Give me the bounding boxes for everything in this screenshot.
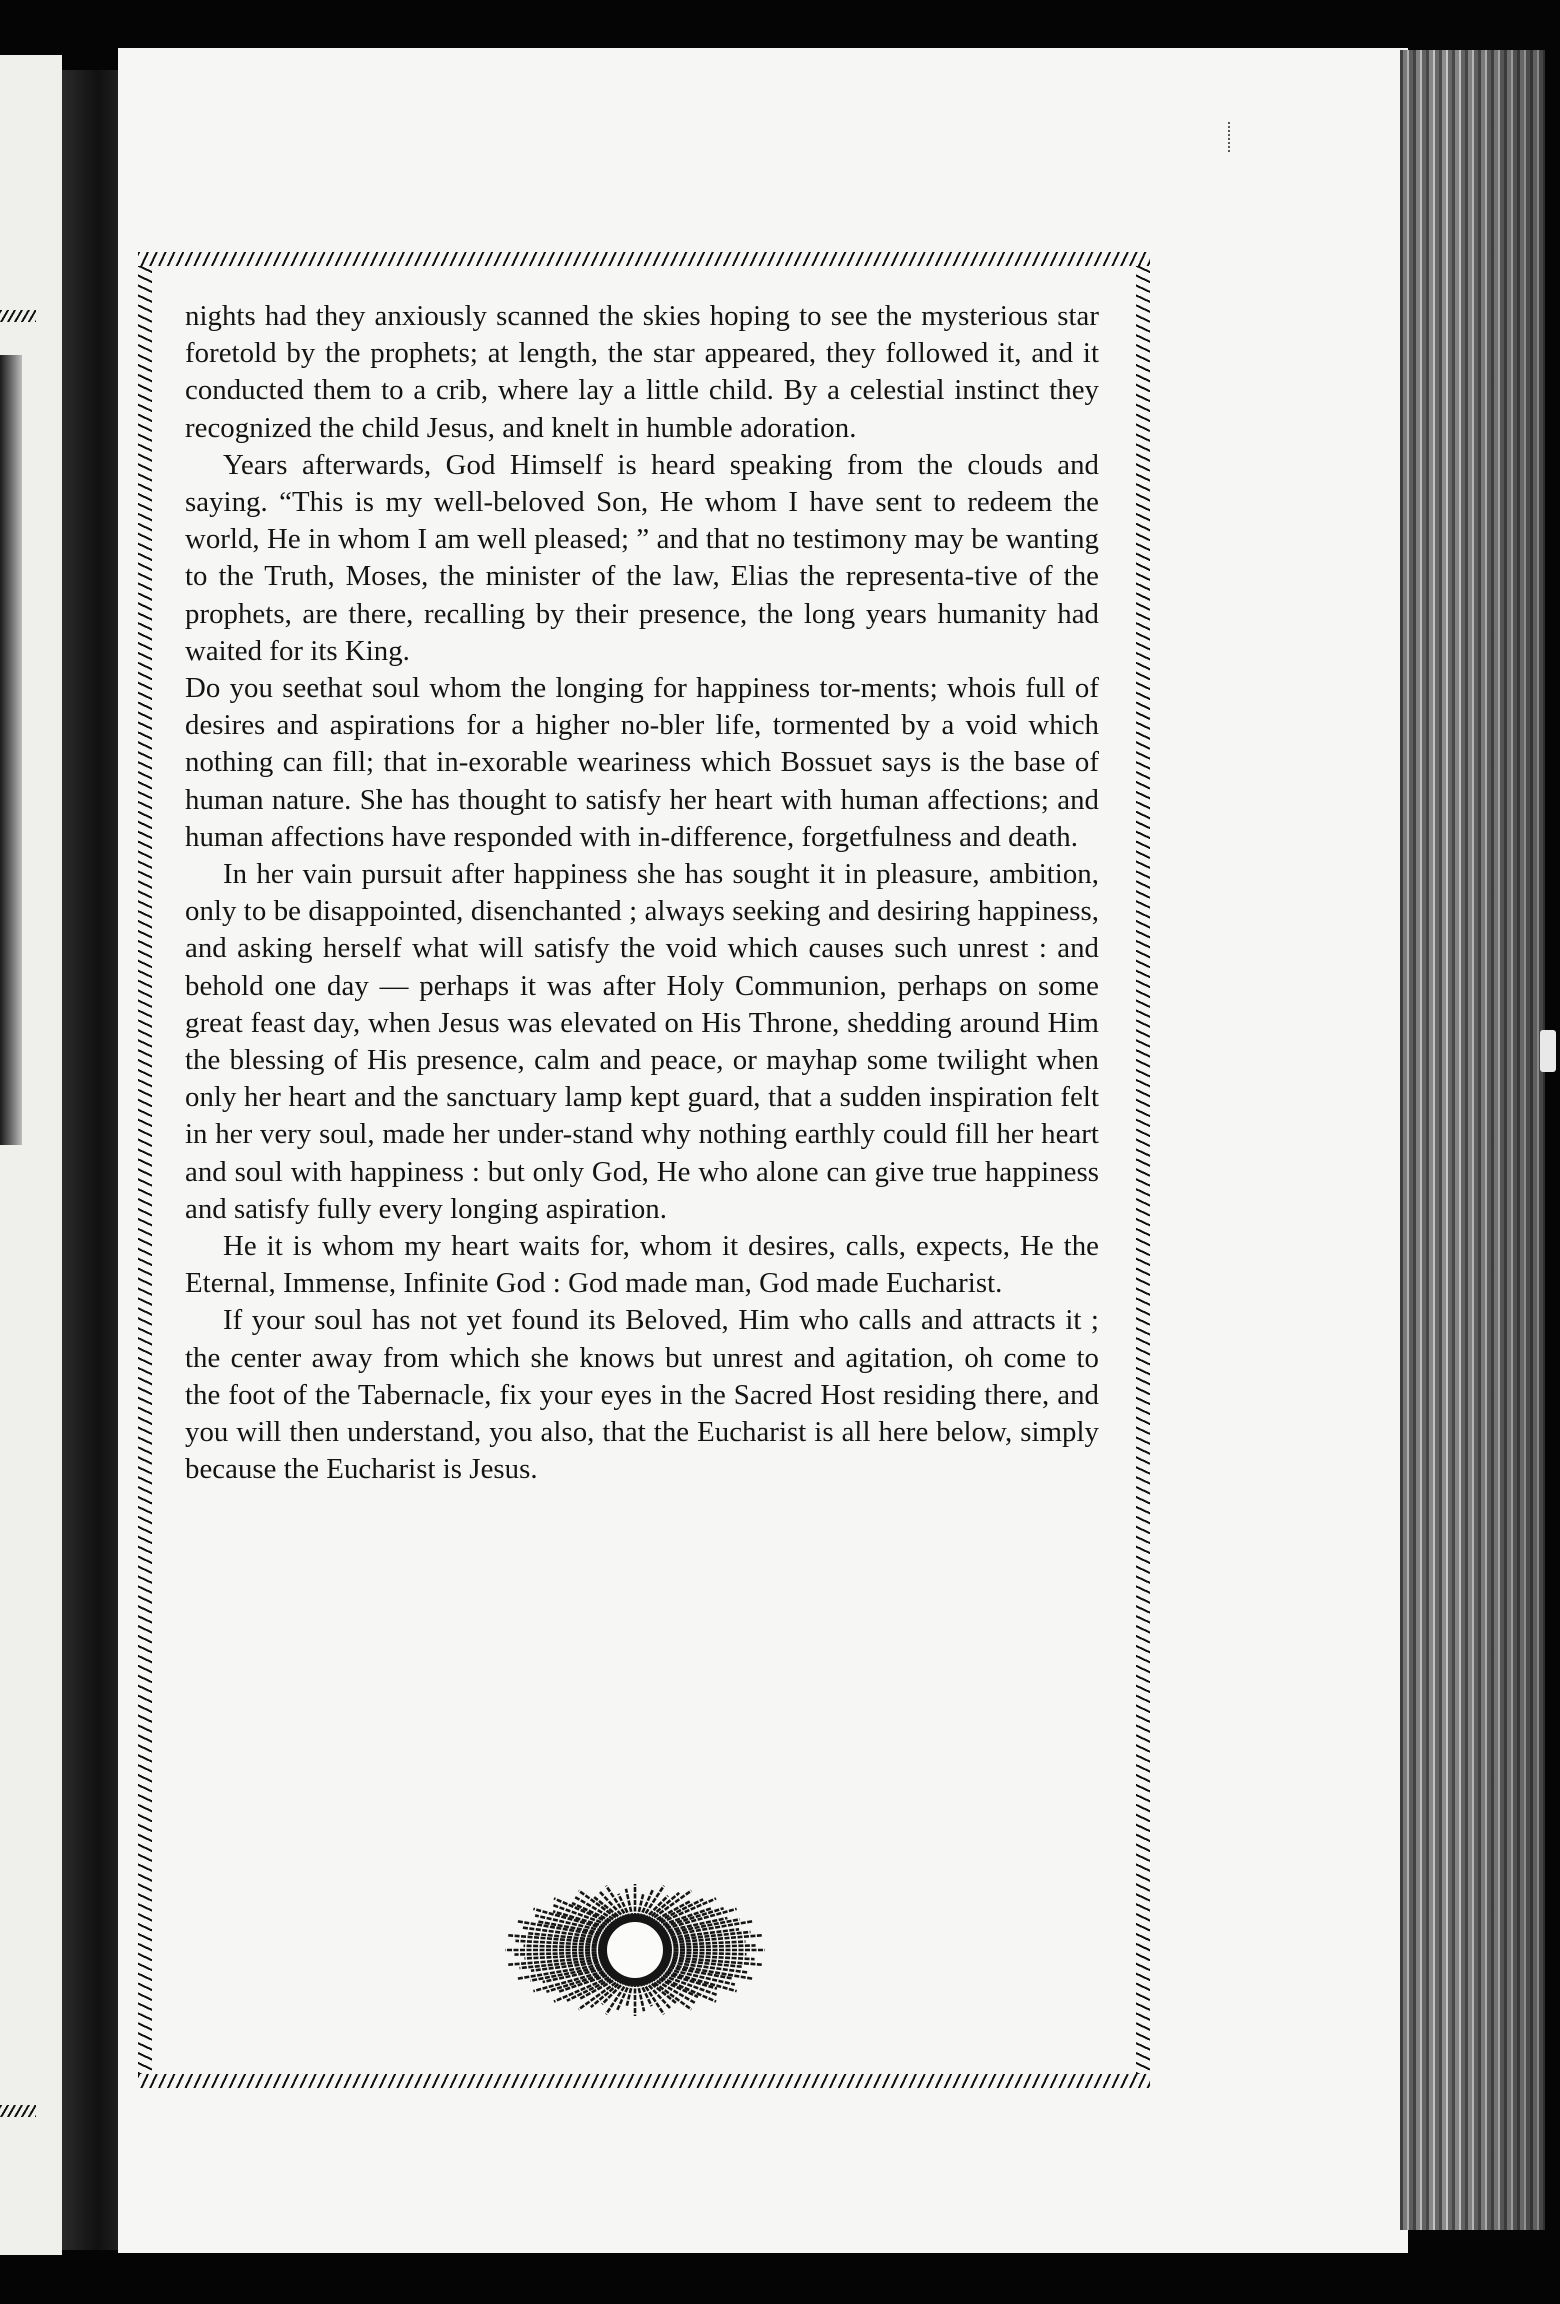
left-facing-page — [0, 55, 62, 2255]
sunburst-ornament-icon — [503, 1882, 767, 2018]
frame-right-border — [1136, 266, 1150, 2074]
body-text — [185, 298, 1099, 1489]
page-speck — [1228, 122, 1233, 152]
left-page-hatch-border-bottom — [0, 2105, 36, 2117]
page-tab-marker — [1540, 1030, 1556, 1072]
frame-left-border — [138, 266, 152, 2074]
paragraph-5: He it is whom my heart waits for, whom it desires, calls, expects, He the Eternal, Immense, Infinite God : God made man, God made Eucharist. — [185, 1230, 1099, 1300]
book-gutter — [62, 70, 122, 2250]
paragraph-4: In her vain pursuit after happiness she has sought it in pleasure, ambition, only to be disappointed, disenchanted ; always seeking and desiring happiness, and asking herself what will satisfy the void which causes such unrest : and behold one day — perhaps it was after Holy Communion, perhaps on some great feast day, when Jesus was elevated on His Throne, shedding around Him the blessing of His presence, calm and peace, or mayhap some twilight when only her heart and the sanctuary lamp kept guard, that a sudden inspiration felt in her very soul, made her under-stand why nothing earthly could fill her heart and soul with happiness : but only God, He who alone can give true happiness and satisfy fully every longing aspiration. — [185, 858, 1099, 1225]
paragraph-3: Do you seethat soul whom the longing for happiness tor-ments; whois full of desires and aspirations for a higher no-bler life, tormented by a void which nothing can fill; that in-exorable weariness which Bossuet says is the base of human nature. She has thought to satisfy her heart with human affections; and human affections have responded with in-difference, forgetfulness and death. — [185, 672, 1099, 853]
paragraph-1: nights had they anxiously scanned the skies hoping to see the mysterious star foretold by the prophets; at length, the star appeared, they followed it, and it conducted them to a crib, where lay a little child. By a celestial instinct they recognized the child Jesus, and knelt in humble adoration. — [185, 300, 1099, 444]
page-edges — [1400, 50, 1545, 2230]
paragraph-2: Years afterwards, God Himself is heard speaking from the clouds and saying. “This is my well-beloved Son, He whom I have sent to redeem the world, He in whom I am well pleased; ” and that no testimony may be wanting to the Truth, Moses, the minister of the law, Elias the representa-tive of the prophets, are there, recalling by their presence, the long years humanity had waited for its King. — [185, 448, 1099, 667]
left-page-photo-edge — [0, 355, 22, 1145]
paragraph-6: If your soul has not yet found its Beloved, Him who calls and attracts it ; the center away from which she knows but unrest and agitation, oh come to the foot of the Tabernacle, fix your eyes in the Sacred Host residing there, and you will then understand, you also, that the Eucharist is all here below, simply because the Eucharist is Jesus. — [185, 1304, 1099, 1486]
frame-bottom-border — [138, 2074, 1150, 2088]
frame-top-border — [138, 252, 1150, 266]
left-page-hatch-border — [0, 310, 36, 322]
